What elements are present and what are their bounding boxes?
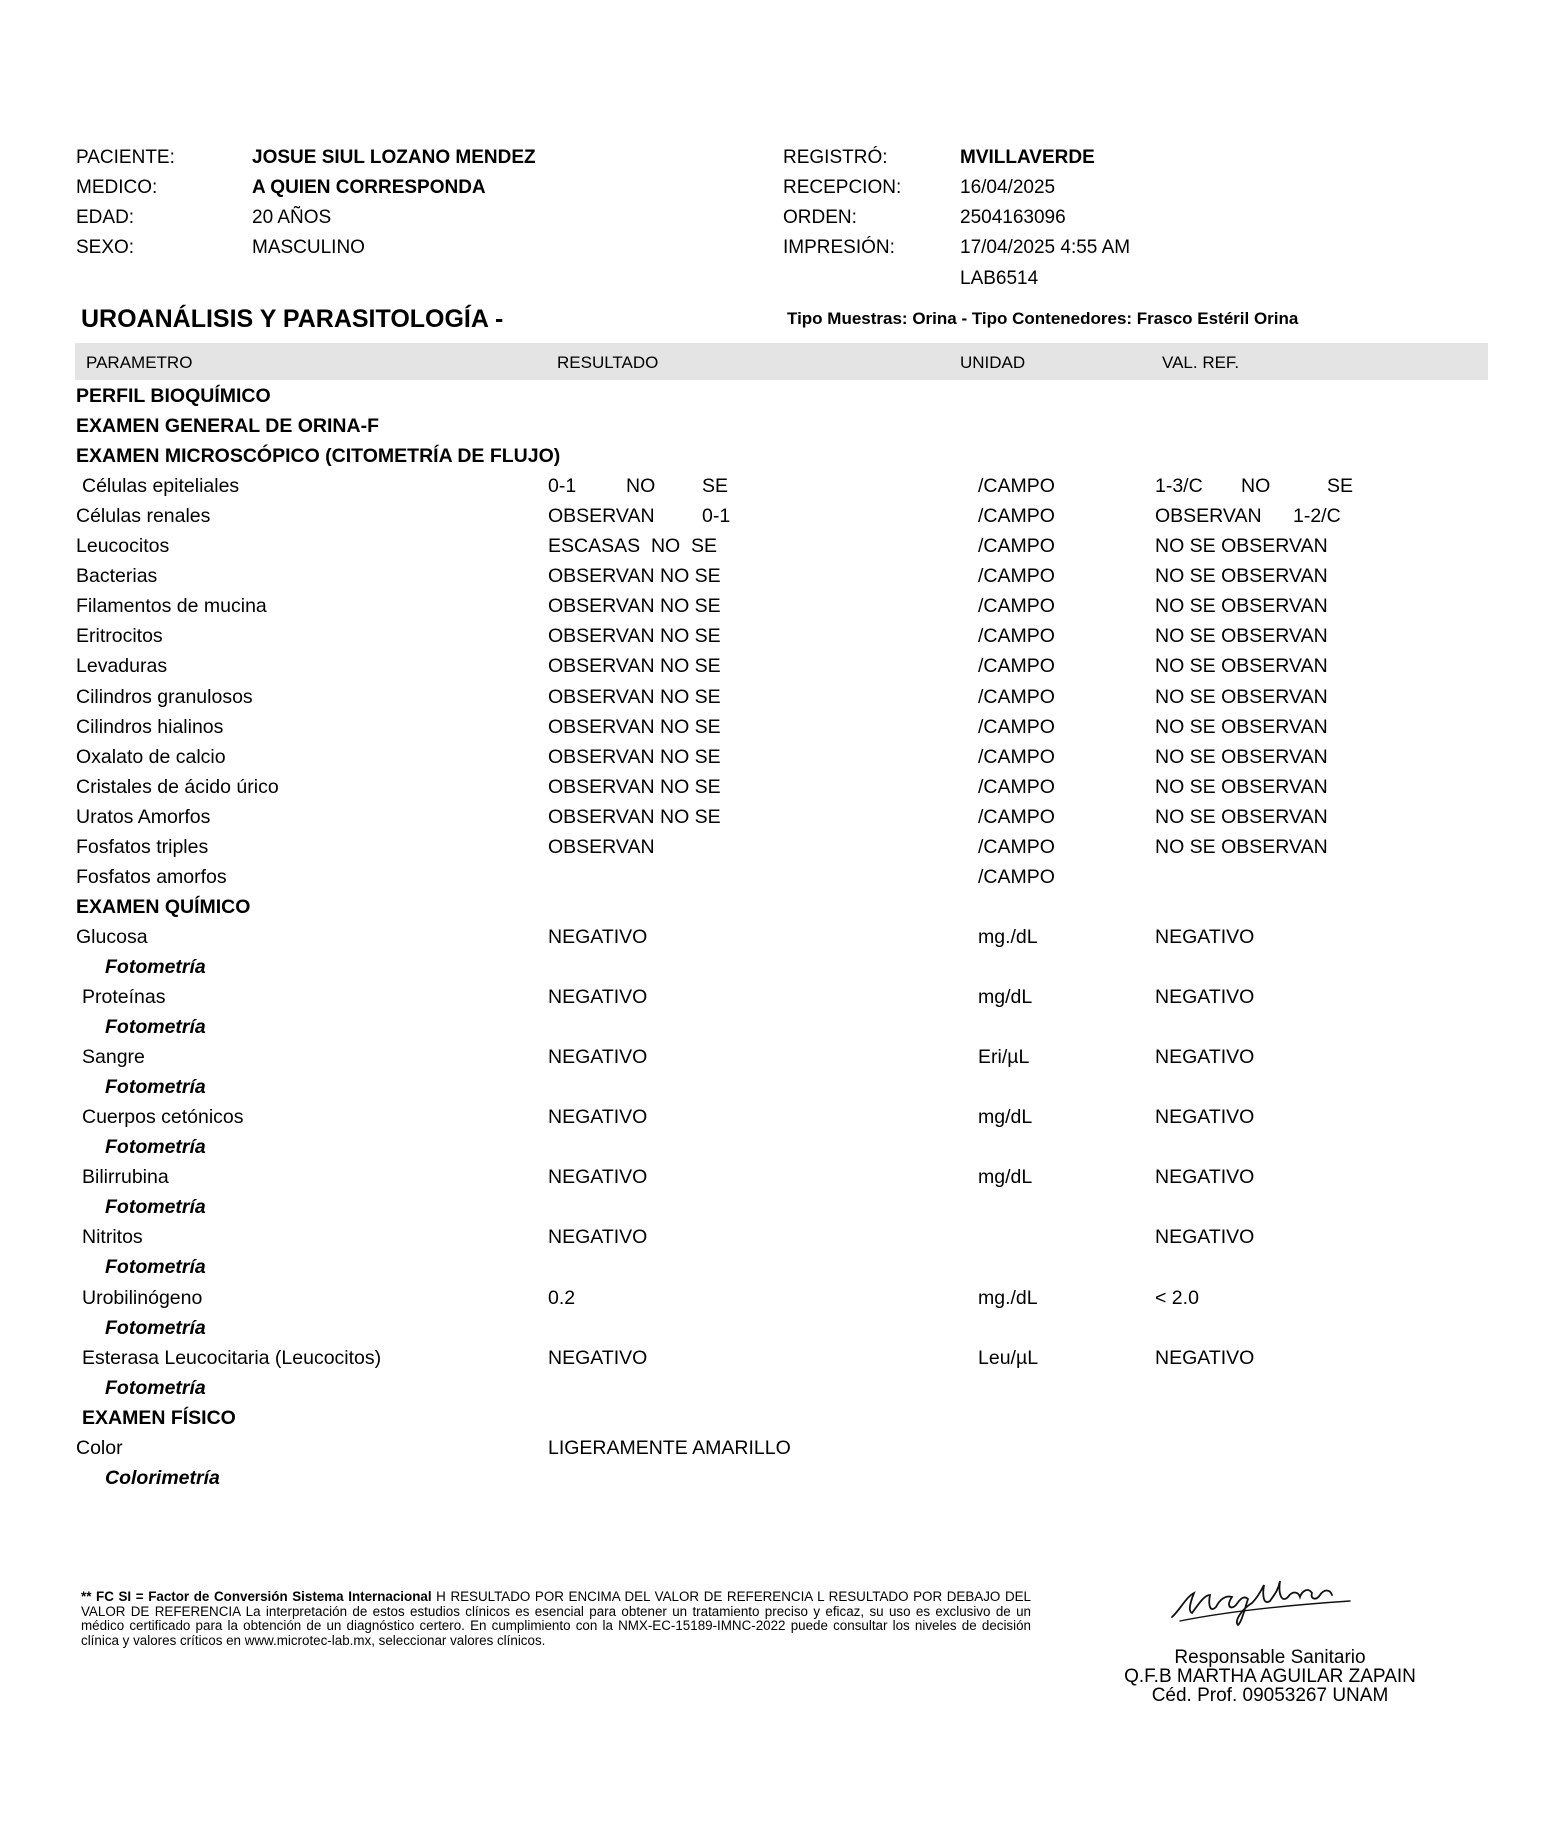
unit-value: /CAMPO [978,835,1055,858]
method-name: Fotometría [105,1376,206,1399]
result-value-token: OBSERVAN [548,505,655,528]
ref-value-token: SE [1327,475,1354,498]
responsable-role: Responsable Sanitario [1174,1647,1366,1668]
result-value: OBSERVAN NO SE [548,565,721,588]
method-label [0,956,1545,986]
col-resultado: RESULTADO [557,353,659,372]
section-header [0,385,1545,415]
result-value-token: 0-1 [702,505,731,528]
method-label [0,1076,1545,1106]
table-row [0,1287,1545,1317]
table-row [0,776,1545,806]
medico-value: A QUIEN CORRESPONDA [252,177,486,198]
ref-value-token: 1-3/C [1155,475,1203,498]
ref-value: NO SE OBSERVAN [1155,655,1328,678]
unit-value: Eri/µL [978,1046,1030,1069]
result-value: OBSERVAN NO SE [548,655,721,678]
ref-value: NEGATIVO [1155,925,1255,948]
table-row [0,1437,1545,1467]
param-name: Células renales [76,505,211,528]
result-value: OBSERVAN [548,835,655,858]
medico-label: MEDICO: [76,177,158,198]
result-value: 0.2 [548,1286,576,1309]
param-name: Urobilinógeno [82,1286,203,1309]
section-header [0,1407,1545,1437]
column-header-bar [75,343,1488,380]
table-row [0,655,1545,685]
ref-value: NEGATIVO [1155,1166,1255,1189]
table-row [0,1046,1545,1076]
method-name: Fotometría [105,1016,206,1039]
param-name: Células epiteliales [82,475,240,498]
sample-info: Tipo Muestras: Orina - Tipo Contenedores: Frasco Estéril Orina [787,309,1299,328]
table-row [0,1226,1545,1256]
recepcion-label: RECEPCION: [783,177,902,198]
param-name: Color [76,1436,123,1459]
table-row [0,716,1545,746]
table-row [0,686,1545,716]
param-name: Esterasa Leucocitaria (Leucocitos) [82,1346,382,1369]
unit-value: mg./dL [978,925,1038,948]
sexo-label: SEXO: [76,237,135,258]
method-label [0,1256,1545,1286]
unit-value: /CAMPO [978,685,1055,708]
unit-value: mg/dL [978,986,1033,1008]
result-value: OBSERVAN NO SE [548,685,721,708]
table-row [0,1347,1545,1377]
registro-label: REGISTRÓ: [783,147,888,168]
result-value: OBSERVAN NO SE [548,745,721,768]
param-name: Oxalato de calcio [76,745,226,768]
method-name: Colorimetría [105,1466,220,1489]
table-row [0,625,1545,655]
ref-value: NO SE OBSERVAN [1155,805,1328,828]
registro-value: MVILLAVERDE [960,147,1095,168]
section-title: PERFIL BIOQUÍMICO [76,385,271,407]
param-name: Cuerpos cetónicos [82,1106,244,1129]
param-name: Nitritos [82,1226,143,1249]
result-value: NEGATIVO [548,925,648,948]
table-row [0,1166,1545,1196]
table-row [0,866,1545,896]
unit-value: mg/dL [978,1166,1033,1189]
param-name: Levaduras [76,655,168,678]
unit-value: /CAMPO [978,745,1055,768]
result-value: LIGERAMENTE AMARILLO [548,1436,791,1459]
section-title: EXAMEN GENERAL DE ORINA-F [76,415,379,438]
section-title: EXAMEN QUÍMICO [76,895,251,918]
section-header [0,445,1545,475]
method-label [0,1377,1545,1407]
unit-value: /CAMPO [978,775,1055,798]
ref-value: NO SE OBSERVAN [1155,565,1328,588]
method-name: Fotometría [105,1256,206,1279]
method-label [0,1136,1545,1166]
result-value: OBSERVAN NO SE [548,715,721,738]
footer-note [81,1590,1031,1648]
param-name: Glucosa [76,925,148,948]
ref-value: < 2.0 [1155,1286,1199,1309]
param-name: Sangre [82,1046,145,1069]
unit-value: /CAMPO [978,805,1055,828]
unit-value: /CAMPO [978,595,1055,618]
unit-value: /CAMPO [978,865,1055,888]
ref-value: NO SE OBSERVAN [1155,685,1328,708]
unit-value: mg/dL [978,1106,1033,1129]
ref-value-token: NO [1241,475,1271,498]
sexo-value: MASCULINO [252,237,365,258]
table-row [0,565,1545,595]
method-label [0,1196,1545,1226]
unit-value: /CAMPO [978,475,1055,498]
result-value: NEGATIVO [548,986,648,1008]
param-name: Fosfatos amorfos [76,865,227,888]
ref-value: NO SE OBSERVAN [1155,745,1328,768]
col-val-ref: VAL. REF. [1162,353,1240,372]
method-label [0,1317,1545,1347]
ref-value: NO SE OBSERVAN [1155,535,1328,558]
footer-note-text: H RESULTADO POR ENCIMA DEL VALOR DE REFERENCIA L RESULTADO POR DEBAJO DEL VALOR DE REFERENCIA La interpretación de estos estudios clínicos es esencial para obtener un tratamiento preciso y eficaz, su uso es exclusivo de un médico certificado para la obtención de un diagnóstico certero. En cumplimiento con la NMX-EC-15189-IMNC-2022 puede consultar los niveles de decisión clínica y valores críticos en www.microtec-lab.mx, seleccionar valores clínicos. [81,1589,1031,1648]
param-name: Cilindros hialinos [76,715,224,738]
param-name: Fosfatos triples [76,835,209,858]
table-row [0,475,1545,505]
orden-label: ORDEN: [783,207,857,228]
ref-value: NO SE OBSERVAN [1155,715,1328,738]
table-row [0,926,1545,956]
impresion-value: 17/04/2025 4:55 AM [960,237,1131,258]
param-name: Proteínas [82,986,166,1008]
result-value: OBSERVAN NO SE [548,625,721,648]
section-title: EXAMEN FÍSICO [82,1406,236,1429]
method-label [0,1016,1545,1046]
col-unidad: UNIDAD [960,353,1026,372]
signature-image [1160,1555,1360,1635]
result-value: OBSERVAN NO SE [548,775,721,798]
result-value-token: 0-1 [548,475,577,498]
method-label [0,1467,1545,1497]
ref-value: NO SE OBSERVAN [1155,835,1328,858]
param-name: Bilirrubina [82,1166,169,1189]
responsable-name: Q.F.B MARTHA AGUILAR ZAPAIN [1124,1666,1416,1687]
unit-value: /CAMPO [978,505,1055,528]
method-name: Fotometría [105,1316,206,1339]
method-name: Fotometría [105,1196,206,1219]
table-row [0,806,1545,836]
report-title: UROANÁLISIS Y PARASITOLOGÍA - [81,305,504,333]
section-header [0,415,1545,445]
unit-value: /CAMPO [978,655,1055,678]
footer-note-bold: ** FC SI = Factor de Conversión Sistema Internacional [81,1589,432,1604]
result-value: NEGATIVO [548,1046,648,1069]
ref-value: NO SE OBSERVAN [1155,775,1328,798]
section-title: EXAMEN MICROSCÓPICO (CITOMETRÍA DE FLUJO) [76,445,561,468]
lab-code: LAB6514 [960,268,1039,289]
result-value-token: NO [626,475,656,498]
ref-value-token: 1-2/C [1293,505,1341,528]
result-value: NEGATIVO [548,1346,648,1369]
table-row [0,986,1545,1016]
ref-value: NO SE OBSERVAN [1155,625,1328,648]
method-name: Fotometría [105,1136,206,1159]
result-value-token: SE [702,475,729,498]
result-value: NEGATIVO [548,1106,648,1129]
param-name: Filamentos de mucina [76,595,267,618]
edad-value: 20 AÑOS [252,207,332,228]
ref-value: NEGATIVO [1155,986,1255,1008]
ref-value-token: OBSERVAN [1155,505,1262,528]
param-name: Uratos Amorfos [76,805,211,828]
ref-value: NEGATIVO [1155,1106,1255,1129]
unit-value: /CAMPO [978,565,1055,588]
result-value: OBSERVAN NO SE [548,805,721,828]
param-name: Eritrocitos [76,625,163,648]
method-name: Fotometría [105,1076,206,1099]
paciente-value: JOSUE SIUL LOZANO MENDEZ [252,147,536,168]
unit-value: Leu/µL [978,1346,1039,1369]
unit-value: /CAMPO [978,625,1055,648]
method-name: Fotometría [105,955,206,978]
responsable-cedula: Céd. Prof. 09053267 UNAM [1151,1685,1389,1706]
result-value: NEGATIVO [548,1166,648,1189]
table-row [0,746,1545,776]
param-name: Cristales de ácido úrico [76,775,279,798]
table-row [0,836,1545,866]
impresion-label: IMPRESIÓN: [783,237,895,258]
ref-value: NEGATIVO [1155,1046,1255,1069]
ref-value: NEGATIVO [1155,1346,1255,1369]
table-row [0,595,1545,625]
unit-value: /CAMPO [978,535,1055,558]
paciente-label: PACIENTE: [76,147,175,168]
ref-value: NEGATIVO [1155,1226,1255,1249]
orden-value: 2504163096 [960,207,1066,228]
recepcion-value: 16/04/2025 [960,177,1056,198]
param-name: Bacterias [76,565,158,588]
param-name: Leucocitos [76,535,170,558]
result-value: OBSERVAN NO SE [548,595,721,618]
unit-value: mg./dL [978,1286,1038,1309]
ref-value: NO SE OBSERVAN [1155,595,1328,618]
section-header [0,896,1545,926]
col-parametro: PARAMETRO [86,353,193,372]
edad-label: EDAD: [76,207,135,228]
table-row [0,535,1545,565]
responsable-block [1080,1648,1460,1705]
table-row [0,505,1545,535]
table-row [0,1106,1545,1136]
unit-value: /CAMPO [978,715,1055,738]
param-name: Cilindros granulosos [76,685,253,708]
result-value: ESCASAS NO SE [548,535,718,558]
result-value: NEGATIVO [548,1226,648,1249]
